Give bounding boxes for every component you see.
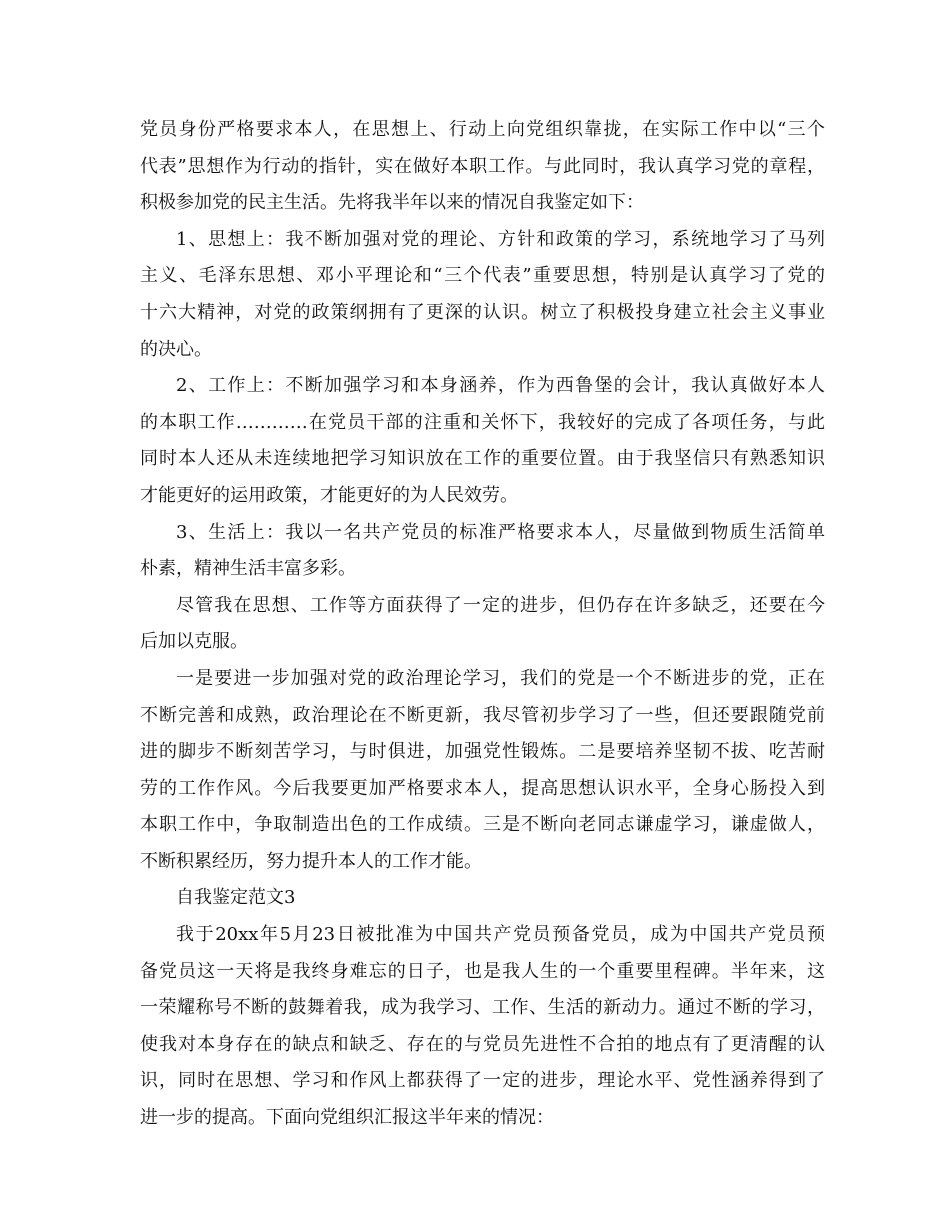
text-line: 朴素，精神生活丰富多彩。 — [140, 558, 356, 580]
text-line: 2、工作上：不断加强学习和本身涵养，作为西鲁堡的会计，我认真做好本人 — [176, 375, 825, 397]
text-line: 后加以克服。 — [140, 631, 248, 653]
text-line: 进的脚步不断刻苦学习，与时俱进，加强党性锻炼。二是要培养坚韧不拔、吃苦耐 — [140, 741, 825, 763]
text-line: 一是要进一步加强对党的政治理论学习，我们的党是一个不断进步的党，正在 — [176, 667, 825, 689]
text-line: 3、生活上：我以一名共产党员的标准严格要求本人，尽量做到物质生活简单 — [176, 521, 825, 543]
text-line: 积极参加党的民主生活。先将我半年以来的情况自我鉴定如下： — [140, 192, 644, 214]
text-line: 同时本人还从未连续地把学习知识放在工作的重要位置。由于我坚信只有熟悉知识 — [140, 448, 825, 470]
text-line: 代表”思想作为行动的指针，实在做好本职工作。与此同时，我认真学习党的章程， — [140, 155, 825, 177]
text-line: 一荣耀称号不断的鼓舞着我，成为我学习、工作、生活的新动力。通过不断的学习， — [140, 997, 825, 1019]
document-body — [140, 112, 825, 1137]
text-line: 备党员这一天将是我终身难忘的日子，也是我人生的一个重要里程碑。半年来，这 — [140, 960, 825, 982]
text-line: 主义、毛泽东思想、邓小平理论和“三个代表”重要思想，特别是认真学习了党的 — [140, 265, 825, 287]
text-line: 1、思想上：我不断加强对党的理论、方针和政策的学习，系统地学习了马列 — [176, 228, 825, 250]
text-line: 不断完善和成熟，政治理论在不断更新，我尽管初步学习了一些，但还要跟随党前 — [140, 704, 825, 726]
text-line: 我于20xx年5月23日被批准为中国共产党员预备党员，成为中国共产党员预 — [176, 924, 825, 946]
text-line: 自我鉴定范文3 — [176, 887, 296, 909]
text-line: 十六大精神，对党的政策纲拥有了更深的认识。树立了积极投身建立社会主义事业 — [140, 301, 825, 323]
text-line: 的决心。 — [140, 338, 212, 360]
text-line: 尽管我在思想、工作等方面获得了一定的进步，但仍存在许多缺乏，还要在今 — [176, 594, 825, 616]
text-line: 使我对本身存在的缺点和缺乏、存在的与党员先进性不合拍的地点有了更清醒的认 — [140, 1033, 825, 1055]
text-line: 才能更好的运用政策，才能更好的为人民效劳。 — [140, 484, 518, 506]
text-line: 不断积累经历，努力提升本人的工作才能。 — [140, 850, 482, 872]
text-line: 本职工作中，争取制造出色的工作成绩。三是不断向老同志谦虚学习，谦虚做人， — [140, 814, 825, 836]
text-line: 进一步的提高。下面向党组织汇报这半年来的情况： — [140, 1107, 554, 1129]
text-line: 党员身份严格要求本人，在思想上、行动上向党组织靠拢，在实际工作中以“三个 — [140, 119, 825, 140]
text-line: 的本职工作…………在党员干部的注重和关怀下，我较好的完成了各项任务，与此 — [140, 411, 825, 433]
text-line: 劳的工作作风。今后我要更加严格要求本人，提高思想认识水平，全身心肠投入到 — [140, 777, 825, 799]
text-line: 识，同时在思想、学习和作风上都获得了一定的进步，理论水平、党性涵养得到了 — [140, 1070, 825, 1092]
